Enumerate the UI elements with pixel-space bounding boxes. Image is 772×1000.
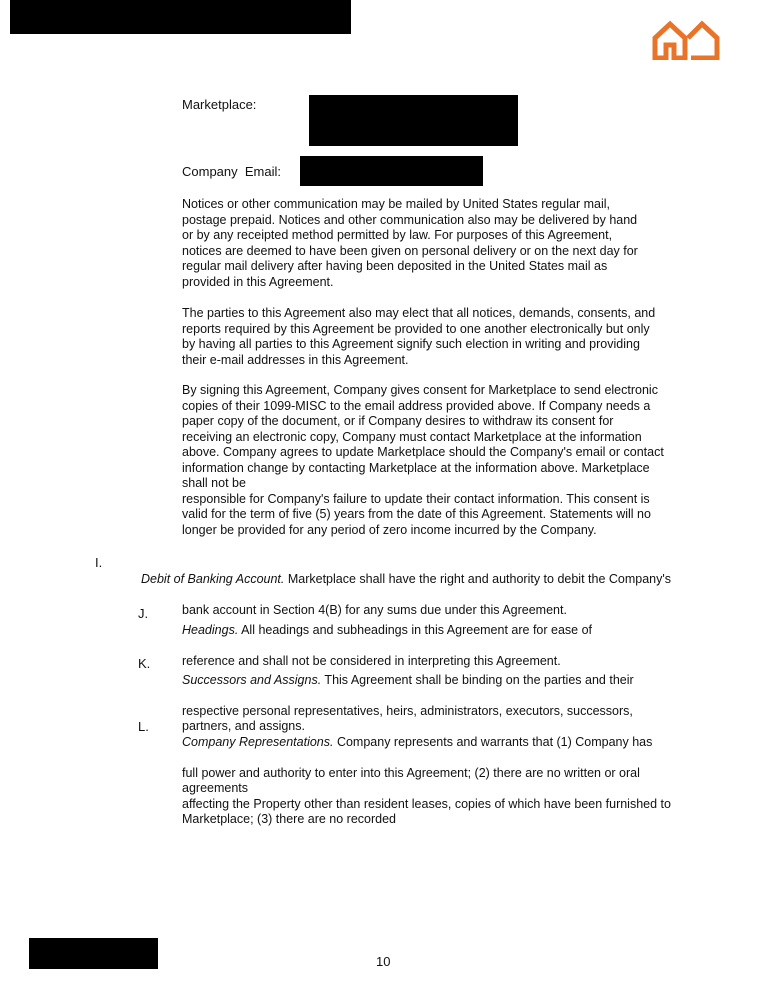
- consent-paragraph: By signing this Agreement, Company gives consent for Marketplace to send electronic copies of their 1099-MISC to the email address provided above. If Company needs a paper copy of the document, or if Company desires to withdraw its consent for receiving an electronic copy, Company must contact Marketplace at the information above. Company agrees to update Marketplace should the Company's email or contact information change by contacting Marketplace at the information above. Marketplace shall not be responsible for Company's failure to update their contact information. This consent is valid for the term of five (5) years from the date of this Agreement. Statements will no longer be provided for any period of zero income incurred by the Company.: [182, 383, 664, 537]
- notices-paragraph: Notices or other communication may be mailed by United States regular mail, postage prepaid. Notices and other communication also may be delivered by hand or by any receipted method permitted by law. For purposes of this Agreement, notices are deemed to have been given on personal delivery or on the next day for regular mail delivery after having been deposited in the United States mail as provided in this Agreement.: [182, 197, 638, 289]
- section-letter-i: I.: [95, 555, 103, 570]
- section-letter-k: K.: [138, 656, 151, 671]
- company-email-label: Company Email:: [182, 164, 281, 179]
- section-k-heading: Successors and Assigns.: [182, 672, 322, 687]
- section-letter-j: J.: [138, 606, 149, 621]
- section-k-rest: respective personal representatives, heirs, administrators, executors, successors, partners, and assigns.: [182, 703, 633, 733]
- section-l-first-line: [182, 735, 742, 751]
- section-k-first-text: This Agreement shall be binding on the parties and their: [321, 672, 634, 687]
- redacted-header: [10, 0, 351, 34]
- marketplace-label: Marketplace:: [182, 97, 257, 112]
- section-i-heading: Debit of Banking Account.: [141, 571, 285, 586]
- section-j-rest: reference and shall not be considered in interpreting this Agreement.: [182, 653, 561, 668]
- section-i-first-text: Marketplace shall have the right and authority to debit the Company's: [284, 571, 672, 586]
- redacted-marketplace-value: [309, 95, 518, 146]
- section-i-first-line: [141, 572, 741, 588]
- section-l-first-text: Company represents and warrants that (1) Company has: [333, 734, 653, 749]
- section-l-heading: Company Representations.: [182, 734, 334, 749]
- section-i-rest: bank account in Section 4(B) for any sums due under this Agreement.: [182, 602, 567, 617]
- house-outline-icon: [652, 18, 720, 60]
- redacted-company-email-value: [300, 156, 483, 186]
- section-l-rest: full power and authority to enter into this Agreement; (2) there are no written or oral agreements affecting the Property other than resident leases, copies of which have been furnished to Marketplace; (3) there are no recorded: [182, 765, 671, 826]
- section-j-heading: Headings.: [182, 622, 239, 637]
- redacted-footer: [29, 938, 158, 969]
- section-letter-l: L.: [138, 719, 149, 734]
- section-k-first-line: [182, 673, 727, 689]
- section-j-first-text: All headings and subheadings in this Agreement are for ease of: [238, 622, 593, 637]
- section-l-body: [182, 719, 742, 843]
- electronic-notices-paragraph: The parties to this Agreement also may elect that all notices, demands, consents, and reports required by this Agreement be provided to one another electronically but only by having all parties to this Agreement signify such election in writing and providing their e-mail addresses in this Agreement.: [182, 306, 656, 367]
- section-j-first-line: [182, 623, 727, 639]
- page-number: 10: [376, 954, 391, 969]
